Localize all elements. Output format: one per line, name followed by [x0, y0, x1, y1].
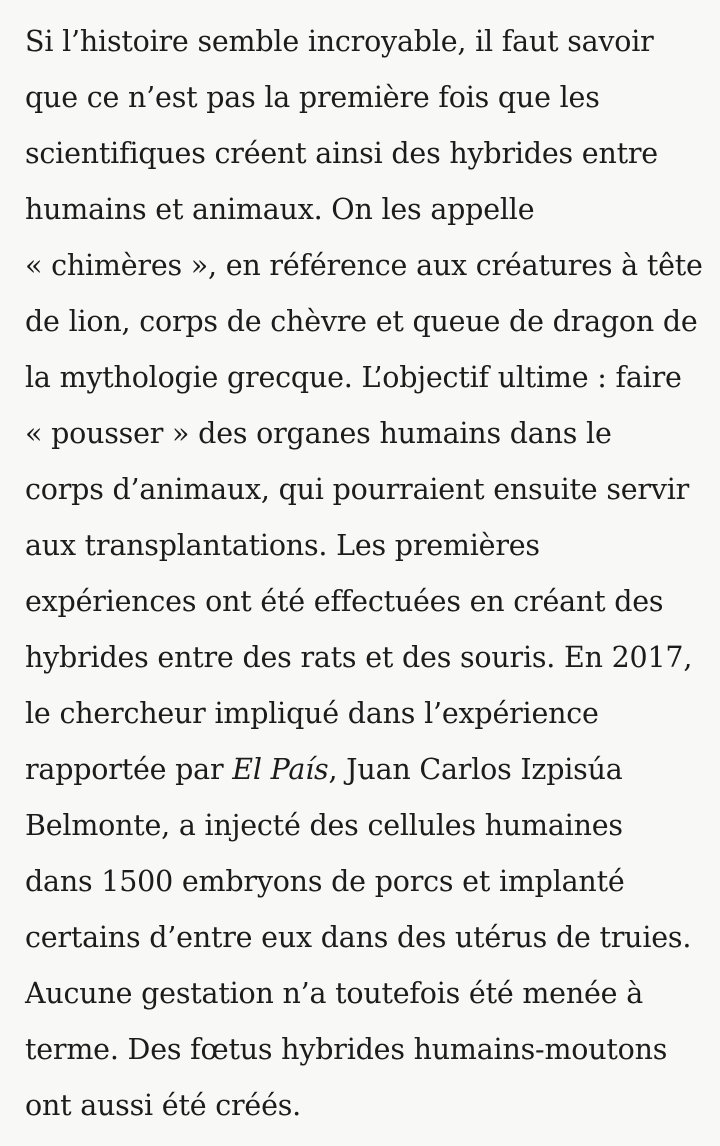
paragraph-line: certains d’entre eux dans des utérus de truies.	[25, 921, 692, 954]
paragraph-line: scientifiques créent ainsi des hybrides entre	[25, 137, 658, 170]
text-segment: rapportée par	[25, 753, 233, 786]
paragraph-line: la mythologie grecque. L’objectif ultime : faire	[25, 361, 682, 394]
paragraph-line: humains et animaux. On les appelle	[25, 193, 535, 226]
paragraph-line: Aucune gestation n’a toutefois été menée à	[25, 977, 643, 1010]
paragraph-line: « chimères », en référence aux créatures à tête	[25, 249, 703, 282]
paragraph-line: que ce n’est pas la première fois que les	[25, 81, 600, 114]
paragraph-line: hybrides entre des rats et des souris. En 2017,	[25, 641, 693, 674]
paragraph-line: ont aussi été créés.	[25, 1089, 302, 1122]
paragraph-line: aux transplantations. Les premières	[25, 529, 540, 562]
paragraph-line: terme. Des fœtus hybrides humains-moutons	[25, 1033, 668, 1066]
text-segment: , Juan Carlos Izpisúa	[328, 753, 623, 786]
paragraph-line	[25, 742, 720, 798]
paragraph-line: dans 1500 embryons de porcs et implanté	[25, 865, 625, 898]
paragraph-line: le chercheur impliqué dans l’expérience	[25, 697, 599, 730]
paragraph-line: corps d’animaux, qui pourraient ensuite servir	[25, 473, 690, 506]
paragraph-line: Belmonte, a injecté des cellules humaines	[25, 809, 623, 842]
paragraph-line: expériences ont été effectuées en créant des	[25, 585, 664, 618]
paragraph-line: Si l’histoire semble incroyable, il faut savoir	[25, 25, 654, 58]
paragraph-line: « pousser » des organes humains dans le	[25, 417, 612, 450]
paragraph-line: de lion, corps de chèvre et queue de dragon de	[25, 305, 698, 338]
newspaper-name: El País	[232, 753, 329, 786]
